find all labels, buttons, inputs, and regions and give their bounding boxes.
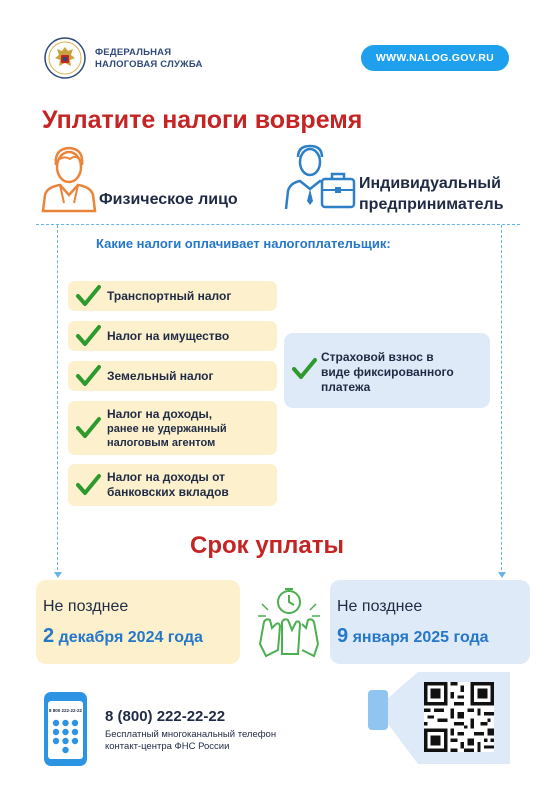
- fns-emblem-icon: [44, 37, 86, 79]
- ip-tax-item: Страховой взнос в виде фиксированного платежа: [284, 333, 490, 408]
- phone-icon: [43, 691, 88, 767]
- tax-item-property: Налог на имущество: [68, 321, 277, 351]
- businessman-icon: [284, 143, 356, 213]
- website-link[interactable]: WWW.NALOG.GOV.RU: [361, 45, 509, 71]
- ip-label: Индивидуальный предприниматель: [359, 175, 504, 213]
- tax-item-land: Земельный налог: [68, 361, 277, 391]
- check-icon: [75, 324, 101, 348]
- divider-line: [36, 224, 520, 225]
- check-icon: [291, 357, 317, 381]
- svg-text:8 800 222-22-22: 8 800 222-22-22: [48, 708, 83, 713]
- tax-item-income-unwithheld: Налог на доходы, ранее не удержанный налоговым агентом: [68, 401, 277, 455]
- hotline-number[interactable]: 8 (800) 222-22-22: [105, 708, 226, 725]
- check-icon: [75, 284, 101, 308]
- person-label: Физическое лицо: [99, 191, 238, 208]
- check-icon: [75, 473, 101, 497]
- org-name: ФЕДЕРАЛЬНАЯ НАЛОГОВАЯ СЛУЖБА: [95, 47, 203, 70]
- question-heading: Какие налоги оплачивает налогоплательщик:: [96, 236, 391, 251]
- check-icon: [75, 364, 101, 388]
- qr-code[interactable]: [424, 682, 494, 752]
- deadline-ip: Не позднее 9 января 2025 года: [330, 580, 530, 664]
- connector-left: [57, 225, 58, 575]
- arrow-down-icon: [54, 572, 62, 578]
- person-icon: [40, 143, 98, 213]
- tax-item-bank-deposits: Налог на доходы от банковских вкладов: [68, 464, 277, 506]
- deadline-person: Не позднее 2 декабря 2024 года: [36, 580, 240, 664]
- connector-right: [501, 225, 502, 575]
- hands-with-clock-icon: [254, 584, 324, 660]
- page-title: Уплатите налоги вовремя: [42, 106, 363, 134]
- deadline-person-date: 2 декабря 2024 года: [43, 625, 203, 647]
- deadline-ip-date: 9 января 2025 года: [337, 625, 489, 647]
- tax-item-transport: Транспортный налог: [68, 281, 277, 311]
- check-icon: [75, 416, 101, 440]
- deadline-title: Срок уплаты: [190, 532, 345, 559]
- arrow-down-icon: [498, 572, 506, 578]
- hotline-description: Бесплатный многоканальный телефон контакт-центра ФНС России: [105, 729, 277, 752]
